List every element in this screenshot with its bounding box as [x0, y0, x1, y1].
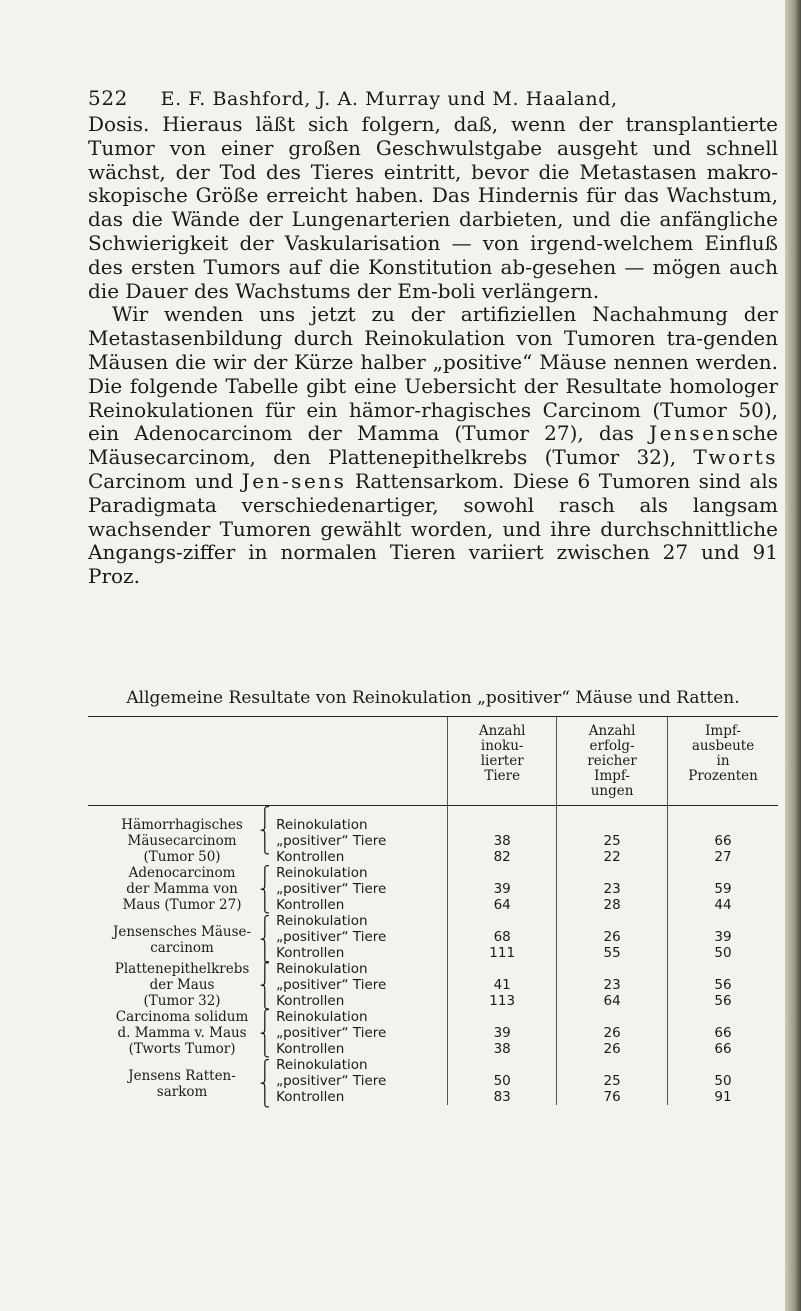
- label-reinokulation: Reinokulation: [276, 961, 368, 977]
- header-col1-l1: Anzahl: [478, 723, 526, 739]
- label-positive: „positiver“ Tiere: [276, 1073, 387, 1089]
- value: 26: [603, 1041, 621, 1057]
- cell-percent: [668, 961, 778, 1009]
- value: 50: [714, 945, 732, 961]
- body-text: [88, 113, 778, 589]
- p2-text-a: Wir wenden uns jetzt zu der artifiziellen Nachahmung der Metastasenbildung durch Reinokulation von Tumoren tra-genden Mäusen die wir der Kürze halber „positive“ Mäuse nennen werden. Die folgende Tabelle gibt eine Uebersicht der Resultate homologer Reinokulationen für ein hämor-rhagisches Carcinom (Tumor 50), ein Adenocarcinom der Mamma (Tumor 27), das: [88, 302, 778, 446]
- value: 55: [603, 945, 621, 961]
- tumor-name-line: carcinom: [150, 940, 214, 956]
- tumor-name-line: Carcinoma solidum: [115, 1009, 249, 1025]
- value: 64: [493, 897, 511, 913]
- header-col1-l3: lierter: [480, 753, 524, 769]
- value: 38: [493, 1041, 511, 1057]
- tumor-name: [88, 865, 276, 913]
- tumor-name-line: der Maus: [149, 977, 215, 993]
- header-col1-l2: inoku-: [480, 738, 524, 754]
- label-reinokulation: Reinokulation: [276, 817, 368, 833]
- table-row: [88, 913, 778, 961]
- results-table: [88, 716, 778, 1108]
- value: 26: [603, 929, 621, 945]
- header-col2-l5: ungen: [590, 783, 634, 799]
- label-reinokulation: Reinokulation: [276, 913, 368, 929]
- label-reinokulation: Reinokulation: [276, 1057, 368, 1073]
- p2-text-e: Carcinom und: [88, 468, 242, 493]
- p2-author-jensen: Jensen: [649, 421, 732, 446]
- value: 44: [714, 897, 732, 913]
- cell-inoculated: [448, 865, 557, 913]
- header-col2-l3: reicher: [587, 753, 637, 769]
- value: 39: [493, 881, 511, 897]
- label-reinokulation: Reinokulation: [276, 865, 368, 881]
- value: 28: [603, 897, 621, 913]
- value: 41: [493, 977, 511, 993]
- tumor-name-line: Maus (Tumor 27): [122, 897, 242, 913]
- cell-inoculated: [448, 913, 557, 961]
- tumor-name: [88, 913, 276, 964]
- tumor-name: [88, 806, 276, 866]
- value: 50: [493, 1073, 511, 1089]
- cell-successful: [557, 913, 668, 961]
- row-labels: [276, 961, 448, 1009]
- tumor-name-line: Jensens Ratten-: [128, 1068, 236, 1084]
- table-row: [88, 865, 778, 913]
- value: 91: [714, 1089, 732, 1105]
- value: 66: [714, 1025, 732, 1041]
- page-number: 522: [88, 86, 128, 110]
- header-col2: [557, 717, 668, 806]
- brace-icon: ⎧ ⎨ ⎩: [259, 1010, 271, 1058]
- cell-percent: [668, 1009, 778, 1057]
- value: 25: [603, 833, 621, 849]
- cell-inoculated: [448, 961, 557, 1009]
- label-controls: Kontrollen: [276, 993, 345, 1009]
- table-caption: Allgemeine Resultate von Reinokulation „positiver“ Mäuse und Ratten.: [126, 688, 740, 708]
- value: 113: [489, 993, 516, 1009]
- value: 66: [714, 833, 732, 849]
- label-positive: „positiver“ Tiere: [276, 881, 387, 897]
- value: 39: [714, 929, 732, 945]
- cell-successful: [557, 1009, 668, 1057]
- brace-icon: ⎧ ⎨ ⎩: [259, 866, 271, 914]
- table-row: [88, 806, 778, 866]
- header-col2-l2: erfolg-: [589, 738, 635, 754]
- header-col3-l1: Impf-: [705, 723, 741, 739]
- value: 23: [603, 881, 621, 897]
- p2-author-jensen-2: Jen-sens: [241, 468, 347, 493]
- header-col2-l1: Anzahl: [588, 723, 636, 739]
- value: 111: [489, 945, 516, 961]
- value: 83: [493, 1089, 511, 1105]
- value: 38: [493, 833, 511, 849]
- cell-percent: [668, 1057, 778, 1105]
- tumor-name: [88, 1009, 276, 1057]
- value: 66: [714, 1041, 732, 1057]
- tumor-name-line: Adenocarcinom: [128, 865, 236, 881]
- table-row: [88, 1009, 778, 1057]
- cell-successful: [557, 806, 668, 866]
- p2-author-twort: Tworts: [693, 445, 778, 470]
- value: 68: [493, 929, 511, 945]
- label-positive: „positiver“ Tiere: [276, 929, 387, 945]
- value: 50: [714, 1073, 732, 1089]
- value: 23: [603, 977, 621, 993]
- label-controls: Kontrollen: [276, 1089, 345, 1105]
- row-labels: [276, 806, 448, 866]
- label-controls: Kontrollen: [276, 945, 345, 961]
- label-controls: Kontrollen: [276, 897, 345, 913]
- row-labels: [276, 913, 448, 961]
- label-controls: Kontrollen: [276, 849, 345, 865]
- cell-successful: [557, 865, 668, 913]
- tumor-name-line: sarkom: [156, 1084, 208, 1100]
- running-header: [88, 86, 788, 110]
- paragraph-1: Dosis. Hieraus läßt sich folgern, daß, wenn der transplantierte Tumor von einer großen Geschwulstgabe ausgeht und schnell wächst, der Tod des Tieres eintritt, bevor die Metastasen makro-skopische Größe erreicht haben. Das Hindernis für das Wachstum, das die Wände der Lungenarterien darbieten, und die anfängliche Schwierigkeit der Vaskularisation — von irgend-welchem Einfluß des ersten Tumors auf die Konstitution ab-gesehen — mögen auch die Dauer des Wachstums der Em-boli verlängern.: [88, 112, 778, 303]
- brace-icon: ⎧ ⎨ ⎩: [259, 1060, 271, 1108]
- brace-icon: ⎧ ⎨ ⎩: [259, 962, 271, 1010]
- tumor-name-line: Plattenepithelkrebs: [114, 961, 250, 977]
- header-col1-l4: Tiere: [484, 768, 521, 784]
- value: 56: [714, 977, 732, 993]
- running-title: E. F. Bashford, J. A. Murray und M. Haaland,: [160, 88, 618, 110]
- brace-icon: ⎧ ⎨ ⎩: [259, 807, 271, 855]
- cell-successful: [557, 1057, 668, 1105]
- value: 26: [603, 1025, 621, 1041]
- value: 39: [493, 1025, 511, 1041]
- tumor-name: [88, 961, 276, 1009]
- label-positive: „positiver“ Tiere: [276, 833, 387, 849]
- brace-icon: ⎧ ⎨ ⎩: [259, 916, 271, 964]
- value: 22: [603, 849, 621, 865]
- cell-inoculated: [448, 1057, 557, 1105]
- tumor-name-line: (Tworts Tumor): [128, 1041, 236, 1057]
- value: 59: [714, 881, 732, 897]
- tumor-name-line: d. Mamma v. Maus: [117, 1025, 247, 1041]
- cell-inoculated: [448, 1009, 557, 1057]
- tumor-name-line: Hämorrhagisches: [121, 817, 243, 833]
- value: 27: [714, 849, 732, 865]
- table-row: [88, 961, 778, 1009]
- header-col3-l4: Prozenten: [688, 768, 758, 784]
- tumor-name-line: Mäusecarcinom: [127, 833, 237, 849]
- tumor-name-line: Jensensches Mäuse-: [112, 924, 252, 940]
- label-reinokulation: Reinokulation: [276, 1009, 368, 1025]
- page-edge-shadow: [785, 0, 801, 1311]
- cell-successful: [557, 961, 668, 1009]
- value: 82: [493, 849, 511, 865]
- value: 64: [603, 993, 621, 1009]
- header-col3-l3: in: [716, 753, 730, 769]
- header-col1: [448, 717, 557, 806]
- row-labels: [276, 865, 448, 913]
- header-col3-l2: ausbeute: [691, 738, 755, 754]
- p2-text-c: sche Mäusecarcinom, den Plattenepithelkrebs (Tumor 32),: [88, 421, 778, 470]
- value: 25: [603, 1073, 621, 1089]
- row-labels: [276, 1009, 448, 1057]
- cell-inoculated: [448, 806, 557, 866]
- value: 76: [603, 1089, 621, 1105]
- tumor-name-line: (Tumor 32): [143, 993, 221, 1009]
- header-blank: [88, 717, 448, 806]
- tumor-name-line: der Mamma von: [126, 881, 238, 897]
- label-positive: „positiver“ Tiere: [276, 977, 387, 993]
- cell-percent: [668, 865, 778, 913]
- value: 56: [714, 993, 732, 1009]
- tumor-name-line: (Tumor 50): [143, 849, 221, 865]
- p2-text-g: Rattensarkom. Diese 6 Tumoren sind als Paradigmata verschiedenartiger, sowohl rasch als langsam wachsender Tumoren gewählt worden, und ihre durchschnittliche Angangs-ziffer in normalen Tieren variiert zwischen 27 und 91 Proz.: [88, 468, 778, 589]
- tumor-name: [88, 1057, 276, 1108]
- label-controls: Kontrollen: [276, 1041, 345, 1057]
- cell-percent: [668, 913, 778, 961]
- header-col2-l4: Impf-: [594, 768, 630, 784]
- label-positive: „positiver“ Tiere: [276, 1025, 387, 1041]
- table-row: [88, 1057, 778, 1105]
- paragraph-2: [88, 303, 778, 589]
- row-labels: [276, 1057, 448, 1105]
- header-col3: [668, 717, 778, 806]
- cell-percent: [668, 806, 778, 866]
